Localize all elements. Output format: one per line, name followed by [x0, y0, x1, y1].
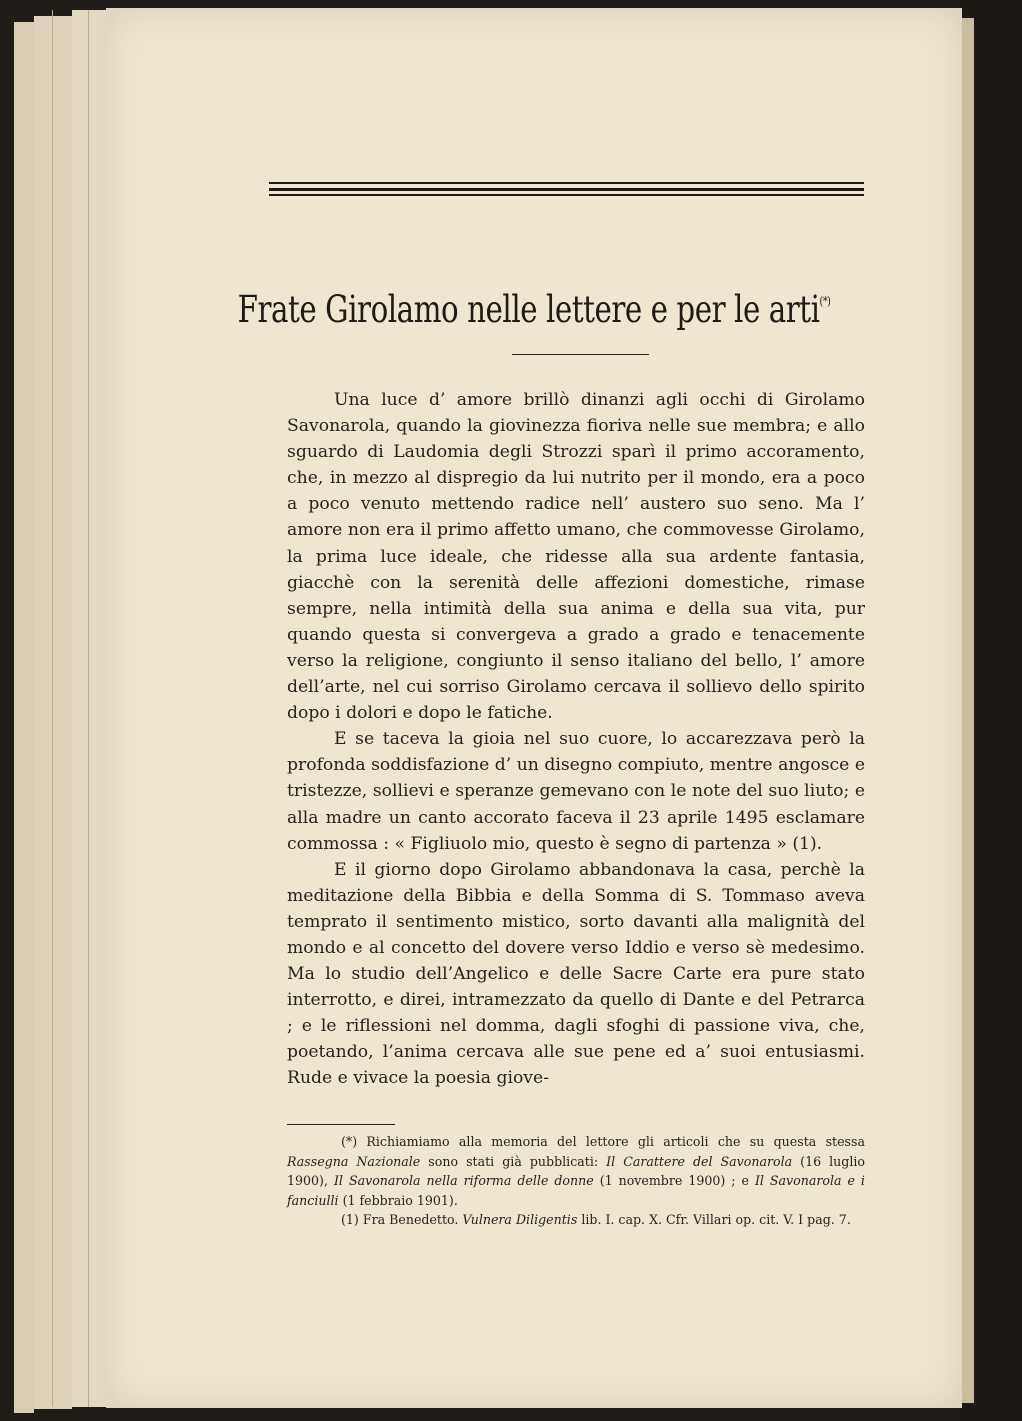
footnote-date: (16 luglio 1900), — [287, 1153, 865, 1189]
footnote — [287, 1132, 865, 1210]
ornamental-rule — [269, 182, 864, 196]
footnote-article: Il Savonarola nella riforma delle donne — [333, 1173, 594, 1189]
footnote-work: Vulnera Diligentis — [462, 1212, 578, 1228]
footnote-divider — [287, 1124, 395, 1125]
book-page — [106, 8, 962, 1408]
footnote-text: sono stati già pubblicati: — [428, 1153, 599, 1169]
footnote-text: Richiamiamo alla memoria del lettore gli articoli che su questa stessa — [366, 1134, 865, 1149]
spine-page-edge — [960, 18, 974, 1403]
paragraph: E il giorno dopo Girolamo abbandonava la casa, perchè la meditazione della Bibbia e della Somma di S. Tommaso aveva temprato il sentimento mistico, sorto davanti alla malignità del mondo e al concetto del dovere verso Iddio e verso sè medesimo. Ma lo studio dell’Angelico e delle Sacre Carte era pure stato interrotto, e direi, intramezzato da quello di Dante e del Petrarca ; e le riflessioni nel domma, dagli sfoghi di passione viva, che, poetando, l’anima cercava alle sue pene ed a’ suoi entusiasmi. Rude e vivace la poesia giove- — [287, 859, 865, 1089]
footnote-text: Fra Benedetto. — [362, 1212, 459, 1228]
title-divider — [512, 354, 649, 355]
paragraph: E se taceva la gioia nel suo cuore, lo accarezzava però la profonda soddisfazione d’ un disegno compiuto, mentre angosce e tristezze, sollievi e speranze gemevano con le note del suo liuto; e alla madre un canto accorato faceva il 23 aprile 1495 esclamare commossa : « Figliuolo mio, questo è segno di partenza » (1). — [287, 729, 865, 854]
page-edge — [72, 10, 106, 1407]
chapter-title — [157, 288, 910, 331]
footnote — [287, 1210, 865, 1230]
footnotes — [287, 1132, 865, 1230]
footnote-mark: (*) — [341, 1134, 358, 1149]
footnote-mark: (1) — [341, 1212, 359, 1228]
chapter-title-text: Frate Girolamo nelle lettere e per le arti — [237, 288, 820, 331]
paragraph: Una luce d’ amore brillò dinanzi agli occhi di Girolamo Savonarola, quando la giovinezza fioriva nelle sue membra; e allo sguardo di Laudomia degli Strozzi sparì il primo accoramento, che, in mezzo al dispregio da lui nutrito per il mondo, era a poco a poco venuto mettendo radice nell’ austero suo seno. Ma l’ amore non era il primo affetto umano, che commovesse Girolamo, la prima luce ideale, che ridesse alla sua ardente fantasia, giacchè con la serenità delle affezioni domestiche, rimase sempre, nella intimità della sua anima e della sua vita, pur quando questa si convergeva a grado a grado e tenacemente verso la religione, congiunto il senso italiano del bello, l’ amore dell’arte, nel cui sorriso Girolamo cercava il sollievo dello spirito dopo i dolori e dopo le fatiche. — [287, 390, 865, 724]
page-edge — [14, 22, 34, 1413]
footnote-text: lib. I. cap. X. Cfr. Villari op. cit. V. I pag. 7. — [581, 1212, 851, 1228]
footnote-article: Il Savonarola e i fanciulli — [287, 1173, 865, 1208]
footnote-article: Il Carattere del Savonarola — [606, 1153, 793, 1169]
footnote-date: (1 febbraio 1901). — [342, 1192, 458, 1208]
footnote-date: (1 novembre 1900) ; e — [599, 1173, 749, 1189]
footnote-journal: Rassegna Nazionale — [287, 1153, 421, 1169]
body-text — [287, 387, 865, 1092]
page-edge-line — [88, 10, 89, 1407]
title-footnote-mark: (*) — [819, 294, 831, 308]
page-edge-line — [52, 10, 53, 1407]
page-edge — [34, 16, 72, 1409]
